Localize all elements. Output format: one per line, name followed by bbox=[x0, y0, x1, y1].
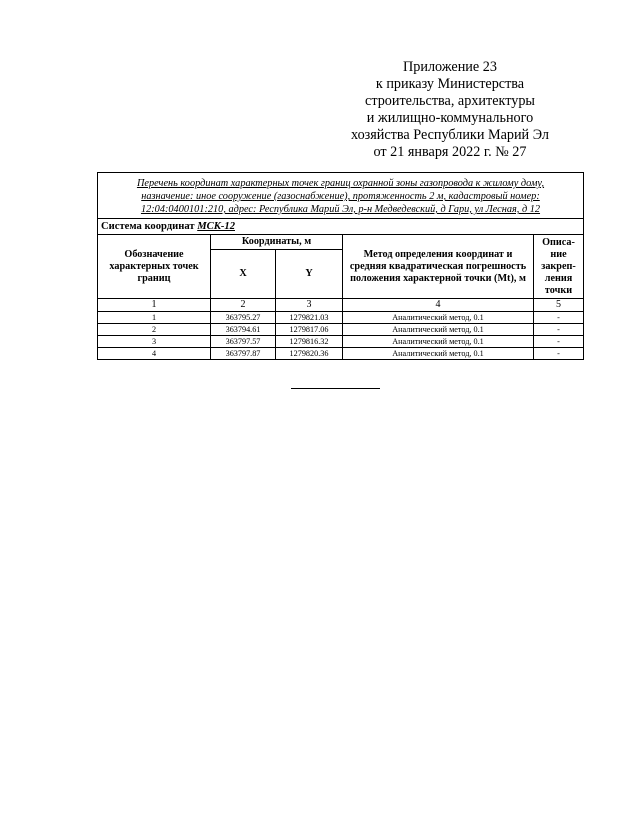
system-row bbox=[98, 219, 584, 235]
x-cell: 363795.27 bbox=[211, 312, 276, 324]
header-x: X bbox=[211, 250, 276, 299]
x-cell: 363794.61 bbox=[211, 324, 276, 336]
description-cell: - bbox=[534, 336, 584, 348]
point-cell: 4 bbox=[98, 348, 211, 360]
caption-line: назначение: иное сооружение (газоснабжение), протяженность 2 м, кадастровый номер: bbox=[141, 191, 540, 202]
header-row bbox=[98, 235, 584, 250]
point-cell: 3 bbox=[98, 336, 211, 348]
header-y: Y bbox=[276, 250, 343, 299]
point-cell: 2 bbox=[98, 324, 211, 336]
description-cell: - bbox=[534, 348, 584, 360]
caption-line: 12:04:0400101:210, адрес: Республика Марий Эл, р-н Медведевский, д Гари, ул Лесная, д 12 bbox=[140, 204, 541, 215]
coordinate-system-value: МСК-12 bbox=[197, 221, 235, 232]
description-cell: - bbox=[534, 324, 584, 336]
header-method: Метод определения координат и средняя квадратическая погрешность положения характерной точки (Mt), м bbox=[343, 235, 534, 299]
table-row bbox=[98, 312, 584, 324]
column-number: 3 bbox=[276, 299, 343, 312]
column-number-row bbox=[98, 299, 584, 312]
table-row bbox=[98, 336, 584, 348]
table-row bbox=[98, 324, 584, 336]
y-cell: 1279820.36 bbox=[276, 348, 343, 360]
header-line: строительства, архитектуры bbox=[365, 93, 535, 109]
caption-line: Перечень координат характерных точек границ охранной зоны газопровода к жилому дому, bbox=[136, 178, 545, 189]
header-line: хозяйства Республики Марий Эл bbox=[351, 127, 549, 143]
method-cell: Аналитический метод, 0.1 bbox=[343, 336, 534, 348]
table-row bbox=[98, 348, 584, 360]
header-line: от 21 января 2022 г. № 27 bbox=[373, 144, 527, 160]
y-cell: 1279816.32 bbox=[276, 336, 343, 348]
y-cell: 1279817.06 bbox=[276, 324, 343, 336]
method-cell: Аналитический метод, 0.1 bbox=[343, 348, 534, 360]
caption-row bbox=[98, 173, 584, 219]
header-line: к приказу Министерства bbox=[375, 76, 525, 92]
point-cell: 1 bbox=[98, 312, 211, 324]
table-caption bbox=[98, 173, 584, 219]
x-cell: 363797.57 bbox=[211, 336, 276, 348]
method-cell: Аналитический метод, 0.1 bbox=[343, 312, 534, 324]
coordinates-table bbox=[97, 172, 584, 360]
y-cell: 1279821.03 bbox=[276, 312, 343, 324]
header-description: Описа-ние закреп-ления точки bbox=[534, 235, 584, 299]
x-cell: 363797.87 bbox=[211, 348, 276, 360]
coordinate-system-label: Система координат bbox=[101, 221, 198, 232]
method-cell: Аналитический метод, 0.1 bbox=[343, 324, 534, 336]
column-number: 1 bbox=[98, 299, 211, 312]
header-coordinates: Координаты, м bbox=[211, 235, 343, 250]
column-number: 5 bbox=[534, 299, 584, 312]
appendix-header bbox=[330, 59, 570, 161]
coordinate-system bbox=[98, 219, 584, 235]
header-point-designation: Обозначение характерных точек границ bbox=[98, 235, 211, 299]
column-number: 4 bbox=[343, 299, 534, 312]
separator-line bbox=[291, 388, 380, 389]
header-line: Приложение 23 bbox=[403, 59, 497, 75]
description-cell: - bbox=[534, 312, 584, 324]
column-number: 2 bbox=[211, 299, 276, 312]
header-line: и жилищно-коммунального bbox=[366, 110, 534, 126]
